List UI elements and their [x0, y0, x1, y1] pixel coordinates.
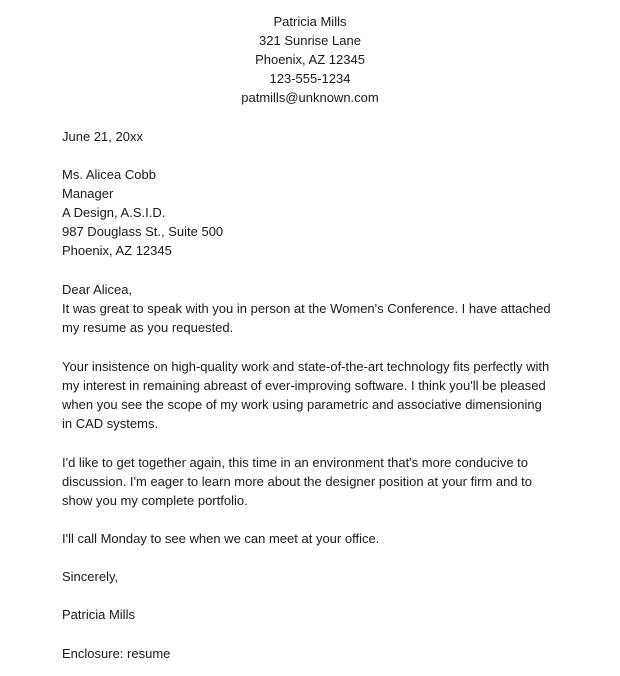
- sender-name: Patricia Mills: [273, 14, 347, 29]
- sender-street: 321 Sunrise Lane: [259, 33, 361, 49]
- paragraph-3-line: show you my complete portfolio.: [62, 493, 248, 509]
- signature-block: [62, 605, 562, 624]
- salutation: Dear Alicea,: [62, 282, 133, 297]
- recipient-company: A Design, A.S.I.D.: [62, 205, 166, 221]
- letter-date: June 21, 20xx: [62, 129, 143, 144]
- sender-address-block: [0, 12, 620, 107]
- recipient-street: 987 Douglass St., Suite 500: [62, 224, 224, 240]
- recipient-name: Ms. Alicea Cobb: [62, 167, 156, 182]
- signature-name: Patricia Mills: [62, 607, 135, 622]
- paragraph-3-line: I'd like to get together again, this time in an environment that's more conducive to: [62, 455, 529, 470]
- letter-date-block: [62, 127, 562, 146]
- paragraph-2-line: my interest in remaining abreast of ever-improving software. I think you'll be pleased: [62, 378, 546, 394]
- recipient-title: Manager: [62, 186, 114, 202]
- paragraph-3-line: discussion. I'm eager to learn more about the designer position at your firm and to: [62, 474, 533, 490]
- recipient-address-block: [62, 165, 562, 260]
- paragraph-1-line: It was great to speak with you in person at the Women's Conference. I have attached: [62, 301, 551, 317]
- closing: Sincerely,: [62, 569, 119, 584]
- paragraph-4: [62, 529, 562, 548]
- paragraph-1-line: my resume as you requested.: [62, 320, 234, 336]
- closing-block: [62, 567, 562, 586]
- paragraph-2: [62, 357, 562, 433]
- paragraph-2-line: when you see the scope of my work using parametric and associative dimensioning: [62, 397, 542, 413]
- sender-email: patmills@unknown.com: [241, 90, 379, 106]
- paragraph-2-line: Your insistence on high-quality work and state-of-the-art technology fits perfectly with: [62, 359, 550, 374]
- salutation-and-first-paragraph: [62, 280, 562, 337]
- recipient-city: Phoenix, AZ 12345: [62, 243, 172, 259]
- paragraph-4-line: I'll call Monday to see when we can meet at your office.: [62, 531, 380, 546]
- enclosure-block: [62, 644, 562, 663]
- sender-city: Phoenix, AZ 12345: [255, 52, 365, 68]
- paragraph-2-line: in CAD systems.: [62, 416, 159, 432]
- paragraph-3: [62, 453, 562, 510]
- sender-phone: 123-555-1234: [269, 71, 351, 87]
- enclosure-note: Enclosure: resume: [62, 646, 171, 661]
